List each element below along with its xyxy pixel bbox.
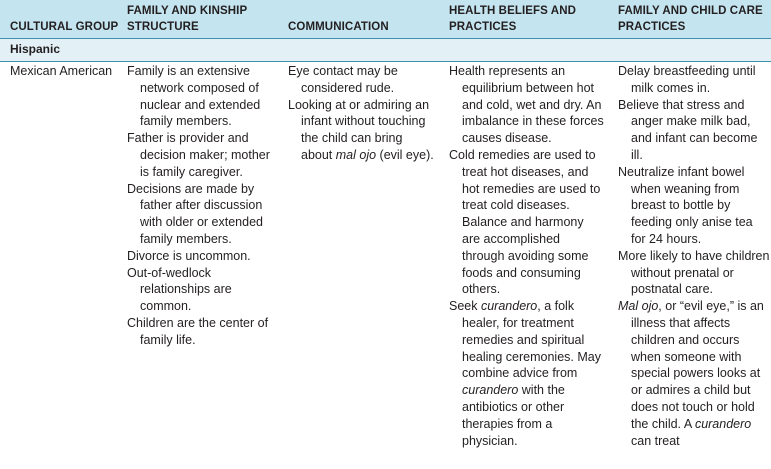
family-item: Children are the center of family life. — [127, 315, 269, 347]
table-header — [0, 0, 771, 38]
childcare-item: Mal ojo, or “evil eye,” is an illness that affects children and occurs when someone with special powers looks at or admires a child but does not touch or hold the child. A curandero can treat — [618, 299, 764, 448]
family-item: Out-of-wedlock relationships are common. — [127, 265, 232, 314]
health-beliefs-cell — [449, 63, 604, 449]
header-health-beliefs: HEALTH BELIEFS AND PRACTICES — [449, 5, 577, 33]
family-item: Divorce is uncommon. — [127, 248, 251, 263]
family-item: Father is provider and decision maker; mother is family caregiver. — [127, 131, 270, 179]
childcare-item: Delay breastfeeding until milk comes in. — [618, 64, 756, 95]
cultural-group-name: Mexican American — [10, 64, 113, 78]
communication-cell — [288, 63, 436, 164]
family-item: Family is an extensive network composed of nuclear and extended family members. — [127, 64, 261, 129]
cultural-group-cell — [10, 63, 120, 80]
family-item: Decisions are made by father after discussion with older or extended family members. — [127, 181, 263, 246]
health-item: Health represents an equilibrium between hot and cold, wet and dry. An imbalance in these forces causes disease. — [449, 64, 604, 146]
header-cultural-group: CULTURAL GROUP — [10, 21, 119, 33]
section-row — [0, 39, 771, 61]
header-family-child-care: FAMILY AND CHILD CARE PRACTICES — [618, 5, 763, 33]
family-kinship-cell — [127, 63, 275, 349]
health-item: Cold remedies are used to treat hot diseases, and hot remedies are used to treat cold diseases. Balance and harmony are accomplished through avoiding some foods and consuming others. — [449, 147, 601, 297]
section-title: Hispanic — [10, 42, 61, 56]
communication-item: Eye contact may be considered rude. — [288, 64, 398, 95]
health-item: Seek curandero, a folk healer, for treatment remedies and spiritual healing ceremonies. May combine advice from curandero with the antibiotics or other therapies from a physician. — [449, 299, 601, 448]
section-divider — [0, 61, 771, 62]
header-communication: COMMUNICATION — [288, 21, 389, 33]
childcare-item: More likely to have children without prenatal or postnatal care. — [618, 248, 770, 297]
childcare-item: Believe that stress and anger make milk bad, and infant can become ill. — [618, 97, 758, 162]
child-care-cell — [618, 63, 770, 449]
childcare-item: Neutralize infant bowel when weaning from breast to bottle by feeding only anise tea for 24 hours. — [618, 164, 753, 246]
header-family-kinship: FAMILY AND KINSHIP STRUCTURE — [127, 5, 248, 33]
communication-item: Looking at or admiring an infant without touching the child can bring about mal ojo (evil eye). — [288, 97, 434, 162]
